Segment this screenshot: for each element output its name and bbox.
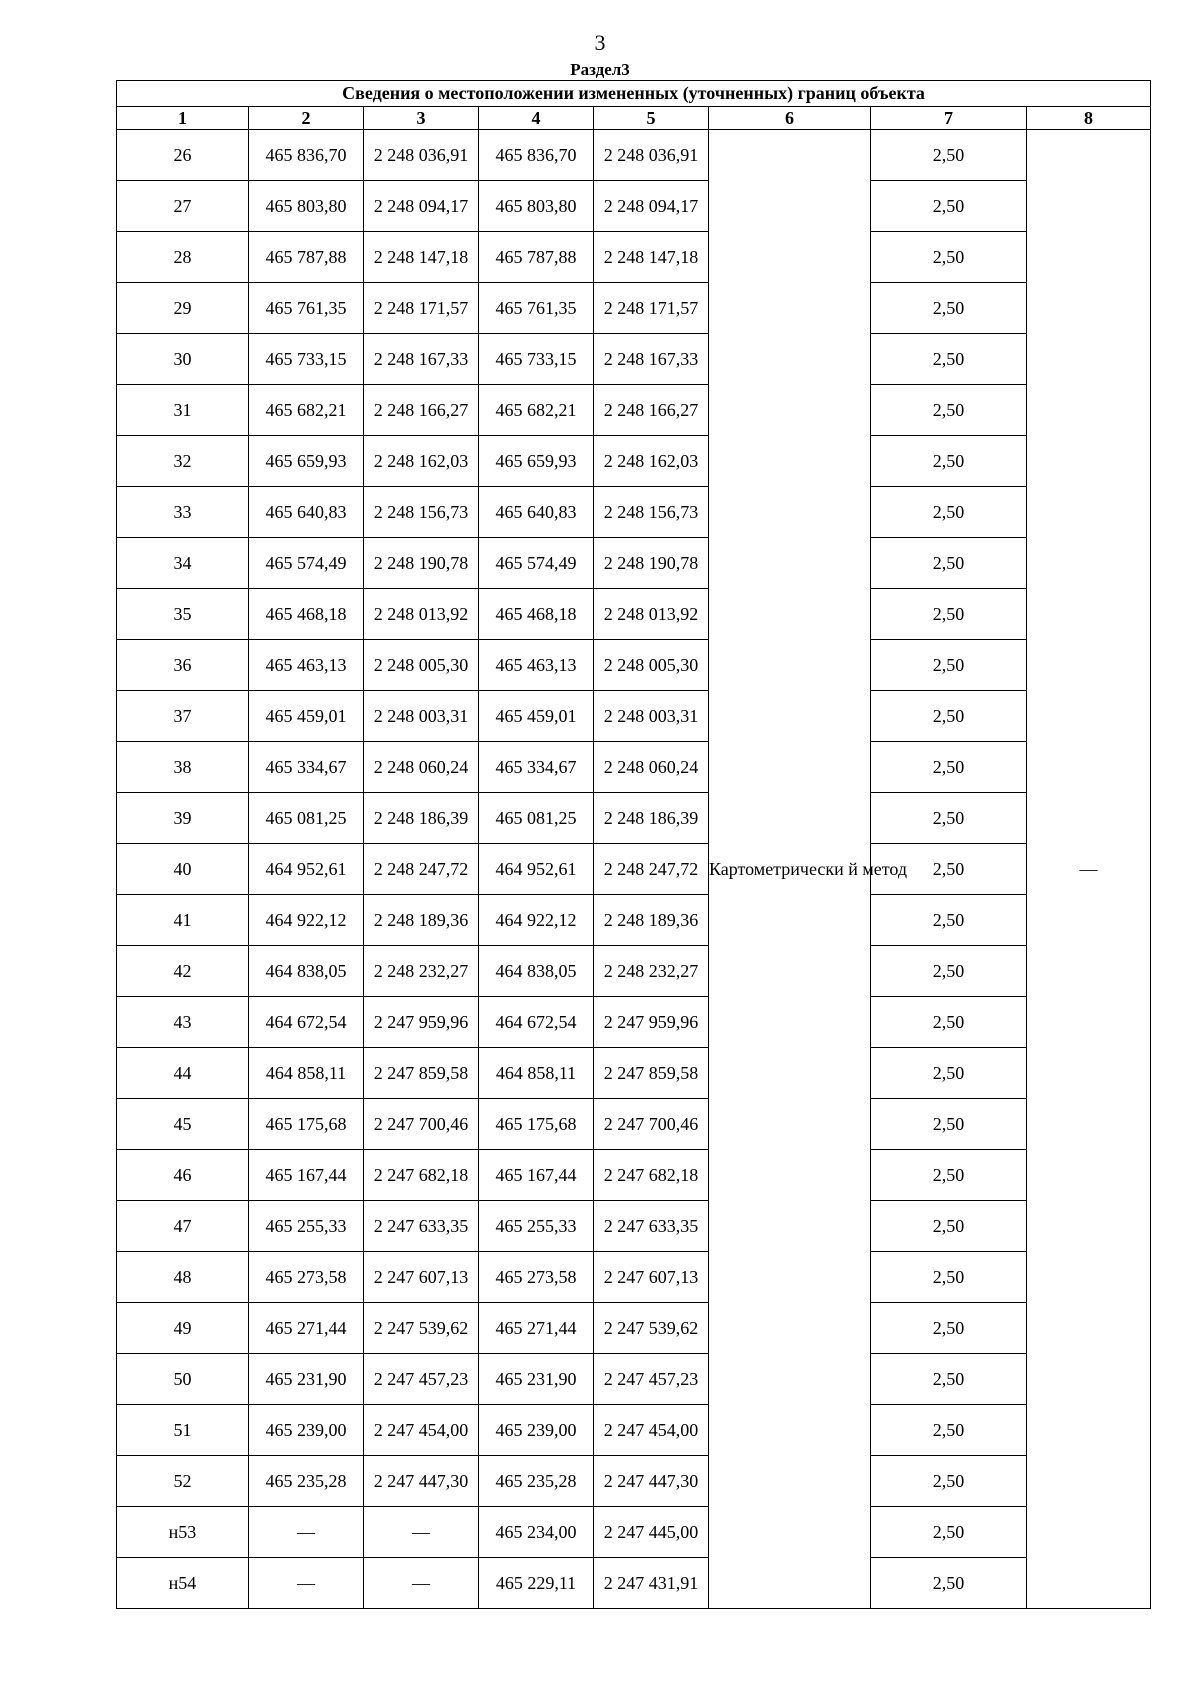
old-x-cell: 465 574,49 <box>249 538 364 589</box>
new-x-cell: 465 234,00 <box>479 1507 594 1558</box>
point-number-cell: 26 <box>117 130 249 181</box>
point-number-cell: 37 <box>117 691 249 742</box>
point-number-cell: 39 <box>117 793 249 844</box>
new-x-cell: 465 167,44 <box>479 1150 594 1201</box>
new-x-cell: 465 659,93 <box>479 436 594 487</box>
new-x-cell: 465 787,88 <box>479 232 594 283</box>
new-x-cell: 465 235,28 <box>479 1456 594 1507</box>
table-row <box>117 1507 1151 1558</box>
point-number-cell: 36 <box>117 640 249 691</box>
column-header: 1 <box>117 107 249 130</box>
old-x-cell: 465 239,00 <box>249 1405 364 1456</box>
point-number-cell: 45 <box>117 1099 249 1150</box>
accuracy-cell: 2,50 <box>871 232 1027 283</box>
old-y-cell: 2 247 959,96 <box>364 997 479 1048</box>
method-cell: Картометрически й метод <box>709 130 871 1609</box>
column-header: 2 <box>249 107 364 130</box>
accuracy-cell: 2,50 <box>871 538 1027 589</box>
old-x-cell: 465 787,88 <box>249 232 364 283</box>
old-x-cell: 465 271,44 <box>249 1303 364 1354</box>
new-x-cell: 465 273,58 <box>479 1252 594 1303</box>
point-number-cell: 46 <box>117 1150 249 1201</box>
accuracy-cell: 2,50 <box>871 1558 1027 1609</box>
old-y-cell: 2 247 633,35 <box>364 1201 479 1252</box>
table-row <box>117 1201 1151 1252</box>
point-number-cell: 52 <box>117 1456 249 1507</box>
new-x-cell: 465 231,90 <box>479 1354 594 1405</box>
table-row <box>117 1456 1151 1507</box>
old-y-cell: 2 248 147,18 <box>364 232 479 283</box>
new-y-cell: 2 247 607,13 <box>594 1252 709 1303</box>
point-number-cell: 47 <box>117 1201 249 1252</box>
new-y-cell: 2 248 167,33 <box>594 334 709 385</box>
table-row <box>117 181 1151 232</box>
new-x-cell: 464 922,12 <box>479 895 594 946</box>
old-x-cell: 465 463,13 <box>249 640 364 691</box>
new-x-cell: 465 255,33 <box>479 1201 594 1252</box>
old-x-cell: 465 167,44 <box>249 1150 364 1201</box>
old-x-cell: 465 273,58 <box>249 1252 364 1303</box>
new-x-cell: 465 175,68 <box>479 1099 594 1150</box>
old-y-cell: 2 248 013,92 <box>364 589 479 640</box>
new-x-cell: 465 271,44 <box>479 1303 594 1354</box>
new-x-cell: 464 672,54 <box>479 997 594 1048</box>
point-number-cell: 35 <box>117 589 249 640</box>
new-x-cell: 465 468,18 <box>479 589 594 640</box>
old-y-cell: 2 248 036,91 <box>364 130 479 181</box>
new-y-cell: 2 247 859,58 <box>594 1048 709 1099</box>
table-row <box>117 895 1151 946</box>
table-row <box>117 385 1151 436</box>
old-x-cell: 465 175,68 <box>249 1099 364 1150</box>
new-y-cell: 2 248 186,39 <box>594 793 709 844</box>
old-y-cell: 2 248 005,30 <box>364 640 479 691</box>
accuracy-cell: 2,50 <box>871 1354 1027 1405</box>
page-number: 3 <box>594 30 606 55</box>
old-x-cell: 464 952,61 <box>249 844 364 895</box>
point-number-cell: 27 <box>117 181 249 232</box>
point-number-cell: 50 <box>117 1354 249 1405</box>
accuracy-cell: 2,50 <box>871 640 1027 691</box>
accuracy-cell: 2,50 <box>871 895 1027 946</box>
old-x-cell: 464 672,54 <box>249 997 364 1048</box>
old-y-cell: 2 247 457,23 <box>364 1354 479 1405</box>
point-number-cell: 34 <box>117 538 249 589</box>
accuracy-cell: 2,50 <box>871 997 1027 1048</box>
new-y-cell: 2 248 189,36 <box>594 895 709 946</box>
new-y-cell: 2 248 156,73 <box>594 487 709 538</box>
old-x-cell: 465 682,21 <box>249 385 364 436</box>
new-y-cell: 2 248 232,27 <box>594 946 709 997</box>
table-row <box>117 742 1151 793</box>
new-y-cell: 2 248 162,03 <box>594 436 709 487</box>
old-y-cell: 2 247 700,46 <box>364 1099 479 1150</box>
table-row <box>117 130 1151 181</box>
old-x-cell: 465 235,28 <box>249 1456 364 1507</box>
table-row <box>117 1099 1151 1150</box>
accuracy-cell: 2,50 <box>871 793 1027 844</box>
table-row <box>117 1150 1151 1201</box>
old-y-cell: 2 248 189,36 <box>364 895 479 946</box>
table-row <box>117 1252 1151 1303</box>
old-y-cell: 2 247 859,58 <box>364 1048 479 1099</box>
table-row <box>117 793 1151 844</box>
old-x-cell: 465 803,80 <box>249 181 364 232</box>
point-number-cell: 44 <box>117 1048 249 1099</box>
old-x-cell: — <box>249 1558 364 1609</box>
new-x-cell: 465 463,13 <box>479 640 594 691</box>
old-y-cell: 2 248 003,31 <box>364 691 479 742</box>
accuracy-cell: 2,50 <box>871 385 1027 436</box>
new-y-cell: 2 248 247,72 <box>594 844 709 895</box>
column-header: 5 <box>594 107 709 130</box>
column-header: 4 <box>479 107 594 130</box>
new-y-cell: 2 248 005,30 <box>594 640 709 691</box>
new-y-cell: 2 247 454,00 <box>594 1405 709 1456</box>
accuracy-cell: 2,50 <box>871 1405 1027 1456</box>
table-row <box>117 1354 1151 1405</box>
new-y-cell: 2 247 539,62 <box>594 1303 709 1354</box>
accuracy-cell: 2,50 <box>871 946 1027 997</box>
column-header: 7 <box>871 107 1027 130</box>
old-y-cell: 2 248 167,33 <box>364 334 479 385</box>
accuracy-cell: 2,50 <box>871 283 1027 334</box>
new-y-cell: 2 248 094,17 <box>594 181 709 232</box>
table-caption: Сведения о местоположении измененных (уточненных) границ объекта <box>117 81 1151 107</box>
column-header-row <box>117 107 1151 130</box>
new-x-cell: 465 229,11 <box>479 1558 594 1609</box>
new-y-cell: 2 247 447,30 <box>594 1456 709 1507</box>
old-x-cell: 465 733,15 <box>249 334 364 385</box>
accuracy-cell: 2,50 <box>871 334 1027 385</box>
table-row <box>117 946 1151 997</box>
old-y-cell: 2 248 171,57 <box>364 283 479 334</box>
new-x-cell: 465 459,01 <box>479 691 594 742</box>
old-y-cell: 2 247 682,18 <box>364 1150 479 1201</box>
old-x-cell: 465 640,83 <box>249 487 364 538</box>
new-x-cell: 465 081,25 <box>479 793 594 844</box>
point-number-cell: н53 <box>117 1507 249 1558</box>
new-y-cell: 2 247 700,46 <box>594 1099 709 1150</box>
old-x-cell: 465 761,35 <box>249 283 364 334</box>
new-x-cell: 464 858,11 <box>479 1048 594 1099</box>
old-x-cell: 465 334,67 <box>249 742 364 793</box>
accuracy-cell: 2,50 <box>871 1099 1027 1150</box>
old-x-cell: — <box>249 1507 364 1558</box>
old-x-cell: 465 659,93 <box>249 436 364 487</box>
accuracy-cell: 2,50 <box>871 1456 1027 1507</box>
accuracy-cell: 2,50 <box>871 1150 1027 1201</box>
accuracy-cell: 2,50 <box>871 589 1027 640</box>
old-y-cell: 2 248 094,17 <box>364 181 479 232</box>
old-y-cell: — <box>364 1558 479 1609</box>
point-number-cell: 30 <box>117 334 249 385</box>
new-y-cell: 2 247 682,18 <box>594 1150 709 1201</box>
table-row <box>117 1405 1151 1456</box>
point-number-cell: 33 <box>117 487 249 538</box>
table-row <box>117 640 1151 691</box>
column-header: 8 <box>1027 107 1151 130</box>
new-y-cell: 2 247 457,23 <box>594 1354 709 1405</box>
accuracy-cell: 2,50 <box>871 436 1027 487</box>
old-y-cell: 2 247 447,30 <box>364 1456 479 1507</box>
old-y-cell: 2 248 166,27 <box>364 385 479 436</box>
old-x-cell: 464 858,11 <box>249 1048 364 1099</box>
new-x-cell: 465 574,49 <box>479 538 594 589</box>
new-y-cell: 2 248 166,27 <box>594 385 709 436</box>
table-row <box>117 691 1151 742</box>
old-x-cell: 465 459,01 <box>249 691 364 742</box>
point-number-cell: 51 <box>117 1405 249 1456</box>
accuracy-cell: 2,50 <box>871 1507 1027 1558</box>
new-y-cell: 2 248 171,57 <box>594 283 709 334</box>
point-number-cell: 31 <box>117 385 249 436</box>
accuracy-cell: 2,50 <box>871 742 1027 793</box>
point-number-cell: 48 <box>117 1252 249 1303</box>
old-y-cell: — <box>364 1507 479 1558</box>
old-y-cell: 2 248 162,03 <box>364 436 479 487</box>
old-y-cell: 2 248 247,72 <box>364 844 479 895</box>
new-y-cell: 2 248 036,91 <box>594 130 709 181</box>
new-y-cell: 2 247 633,35 <box>594 1201 709 1252</box>
point-number-cell: 32 <box>117 436 249 487</box>
old-x-cell: 465 081,25 <box>249 793 364 844</box>
old-y-cell: 2 248 156,73 <box>364 487 479 538</box>
new-y-cell: 2 247 431,91 <box>594 1558 709 1609</box>
new-y-cell: 2 248 003,31 <box>594 691 709 742</box>
old-x-cell: 464 922,12 <box>249 895 364 946</box>
table-body <box>117 130 1151 1609</box>
old-y-cell: 2 247 454,00 <box>364 1405 479 1456</box>
table-row <box>117 283 1151 334</box>
accuracy-cell: 2,50 <box>871 1303 1027 1354</box>
accuracy-cell: 2,50 <box>871 130 1027 181</box>
old-y-cell: 2 248 232,27 <box>364 946 479 997</box>
accuracy-cell: 2,50 <box>871 181 1027 232</box>
table-row <box>117 844 1151 895</box>
old-x-cell: 464 838,05 <box>249 946 364 997</box>
column-header: 6 <box>709 107 871 130</box>
new-x-cell: 465 239,00 <box>479 1405 594 1456</box>
old-x-cell: 465 231,90 <box>249 1354 364 1405</box>
table-row <box>117 538 1151 589</box>
new-x-cell: 465 334,67 <box>479 742 594 793</box>
section-title: Раздел3 <box>570 60 630 79</box>
table-row <box>117 589 1151 640</box>
new-x-cell: 464 952,61 <box>479 844 594 895</box>
new-x-cell: 465 803,80 <box>479 181 594 232</box>
new-x-cell: 464 838,05 <box>479 946 594 997</box>
accuracy-cell: 2,50 <box>871 1048 1027 1099</box>
new-y-cell: 2 247 959,96 <box>594 997 709 1048</box>
new-x-cell: 465 640,83 <box>479 487 594 538</box>
old-x-cell: 465 468,18 <box>249 589 364 640</box>
point-number-cell: 28 <box>117 232 249 283</box>
column-header: 3 <box>364 107 479 130</box>
table-row <box>117 334 1151 385</box>
table-row <box>117 487 1151 538</box>
point-number-cell: н54 <box>117 1558 249 1609</box>
old-y-cell: 2 248 060,24 <box>364 742 479 793</box>
new-x-cell: 465 733,15 <box>479 334 594 385</box>
table-row <box>117 1303 1151 1354</box>
new-y-cell: 2 248 190,78 <box>594 538 709 589</box>
old-y-cell: 2 247 539,62 <box>364 1303 479 1354</box>
new-x-cell: 465 682,21 <box>479 385 594 436</box>
coordinates-table <box>116 80 1151 1609</box>
accuracy-cell: 2,50 <box>871 844 1027 895</box>
table-row <box>117 232 1151 283</box>
accuracy-cell: 2,50 <box>871 1201 1027 1252</box>
point-number-cell: 40 <box>117 844 249 895</box>
accuracy-cell: 2,50 <box>871 487 1027 538</box>
new-x-cell: 465 836,70 <box>479 130 594 181</box>
old-x-cell: 465 255,33 <box>249 1201 364 1252</box>
new-x-cell: 465 761,35 <box>479 283 594 334</box>
accuracy-cell: 2,50 <box>871 691 1027 742</box>
accuracy-cell: 2,50 <box>871 1252 1027 1303</box>
description-cell: — <box>1027 130 1151 1609</box>
table-row <box>117 1048 1151 1099</box>
new-y-cell: 2 248 147,18 <box>594 232 709 283</box>
point-number-cell: 43 <box>117 997 249 1048</box>
new-y-cell: 2 247 445,00 <box>594 1507 709 1558</box>
point-number-cell: 29 <box>117 283 249 334</box>
point-number-cell: 49 <box>117 1303 249 1354</box>
table-row <box>117 1558 1151 1609</box>
new-y-cell: 2 248 060,24 <box>594 742 709 793</box>
point-number-cell: 38 <box>117 742 249 793</box>
point-number-cell: 41 <box>117 895 249 946</box>
table-row <box>117 436 1151 487</box>
table-row <box>117 997 1151 1048</box>
old-y-cell: 2 248 186,39 <box>364 793 479 844</box>
old-y-cell: 2 248 190,78 <box>364 538 479 589</box>
point-number-cell: 42 <box>117 946 249 997</box>
old-y-cell: 2 247 607,13 <box>364 1252 479 1303</box>
old-x-cell: 465 836,70 <box>249 130 364 181</box>
new-y-cell: 2 248 013,92 <box>594 589 709 640</box>
